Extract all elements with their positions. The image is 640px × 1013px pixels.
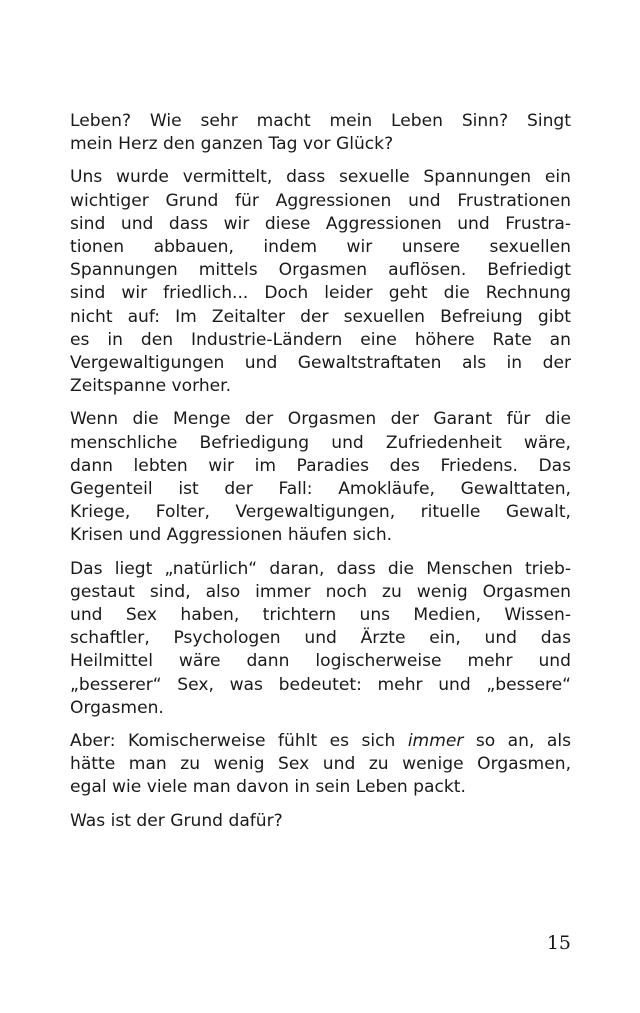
text-line: Heilmittel wäre dann logischerweise mehr und	[70, 651, 571, 672]
text-line: Gegenteil ist der Fall: Amokläufe, Gewalttaten,	[70, 479, 571, 500]
text-line: sind und dass wir diese Aggressionen und Frustra-	[70, 213, 571, 234]
text-run: so an, als	[463, 731, 571, 752]
text-line: hätte man zu wenig Sex und zu wenige Orgasmen,	[70, 754, 571, 775]
text-line: tionen abbauen, indem wir unsere sexuellen	[70, 237, 571, 258]
text-line: Vergewaltigungen und Gewaltstraftaten als in der	[70, 353, 571, 374]
text-line: Uns wurde vermittelt, dass sexuelle Spannungen ein	[70, 167, 571, 188]
text-line: mein Herz den ganzen Tag vor Glück?	[70, 134, 394, 155]
text-line: Wenn die Menge der Orgasmen der Garant für die	[70, 409, 571, 430]
text-line: gestaut sind, also immer noch zu wenig Orgasmen	[70, 581, 571, 602]
text-line: Leben? Wie sehr macht mein Leben Sinn? Singt	[70, 111, 571, 131]
text-line: nicht auf: Im Zeitalter der sexuellen Befreiung gibt	[70, 306, 571, 327]
paragraph-5	[70, 730, 571, 800]
paragraph-2	[70, 166, 571, 398]
page-number: 15	[546, 932, 571, 954]
text-line: wichtiger Grund für Aggressionen und Frustrationen	[70, 190, 571, 211]
text-run: Aber: Komischerweise fühlt es sich	[70, 731, 408, 752]
text-line: dann lebten wir im Paradies des Friedens. Das	[70, 455, 571, 476]
text-line: sind wir friedlich... Doch leider geht die Rechnung	[70, 283, 571, 304]
text-line: Das liegt „natürlich“ daran, dass die Menschen trieb-	[70, 558, 571, 579]
text-line: es in den Industrie-Ländern eine höhere Rate an	[70, 329, 571, 350]
text-line: Krisen und Aggressionen häufen sich.	[70, 525, 393, 546]
text-line: Spannungen mittels Orgasmen auflösen. Befriedigt	[70, 260, 571, 281]
text-line: Orgasmen.	[70, 697, 164, 718]
page-body	[70, 110, 571, 843]
text-line: menschliche Befriedigung und Zufriedenheit wäre,	[70, 432, 571, 453]
text-line: schaftler, Psychologen und Ärzte ein, und das	[70, 628, 571, 649]
text-line: egal wie viele man davon in sein Leben packt.	[70, 777, 466, 798]
text-line: Was ist der Grund dafür?	[70, 810, 283, 831]
paragraph-3	[70, 408, 571, 547]
paragraph-6	[70, 810, 571, 833]
text-line	[70, 730, 571, 753]
paragraph-4	[70, 558, 571, 720]
text-line: und Sex haben, trichtern uns Medien, Wissen-	[70, 605, 571, 626]
emphasis-text: immer	[407, 731, 464, 752]
text-line: „besserer“ Sex, was bedeutet: mehr und „bessere“	[70, 674, 571, 695]
paragraph-1	[70, 110, 571, 156]
text-line: Kriege, Folter, Vergewaltigungen, rituelle Gewalt,	[70, 502, 571, 523]
text-line: Zeitspanne vorher.	[70, 376, 232, 397]
